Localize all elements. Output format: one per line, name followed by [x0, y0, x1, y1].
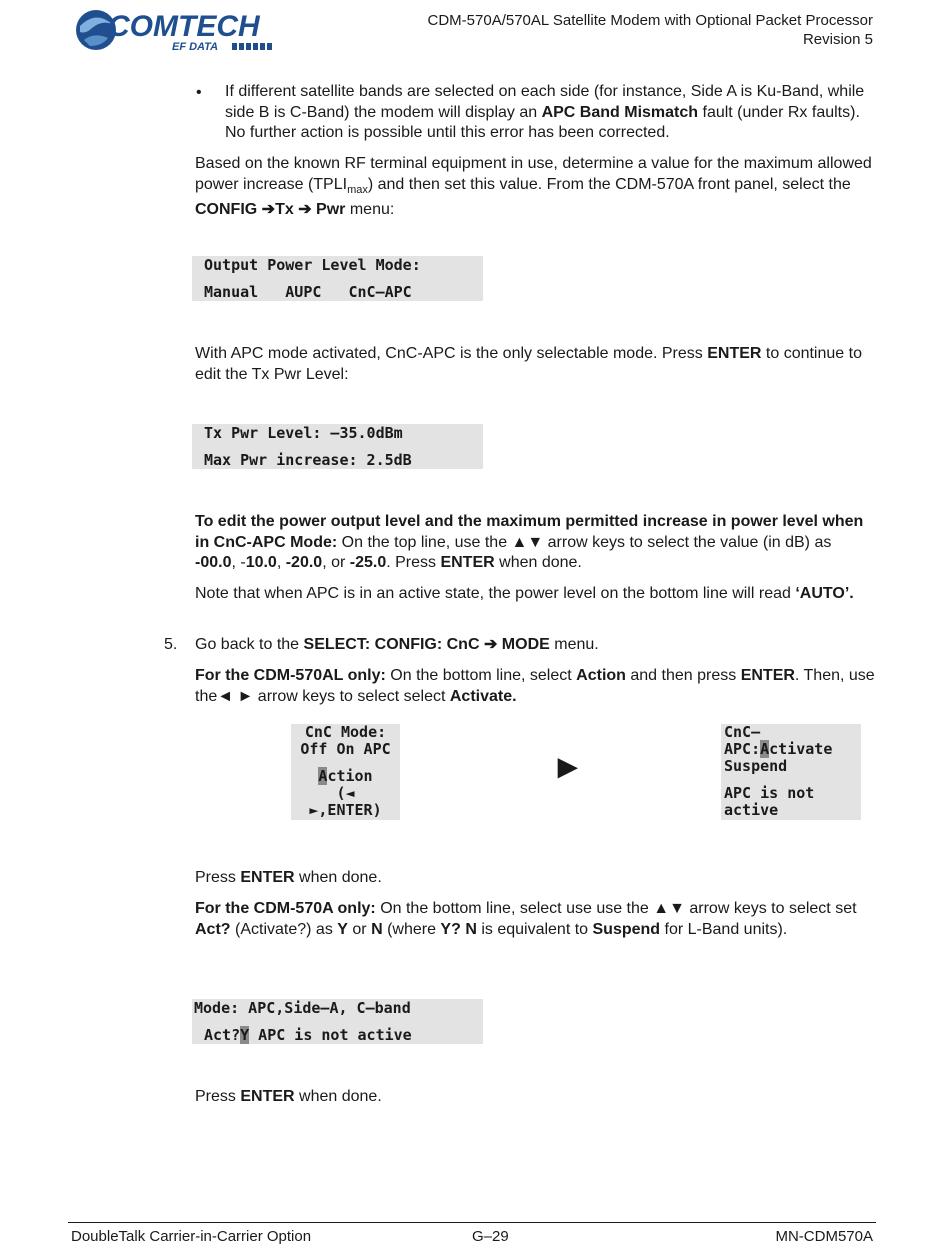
- lcd-line-2: APC:Activate: [724, 740, 833, 758]
- lcd-line-1: Tx Pwr Level: –35.0dBm: [204, 424, 403, 442]
- page-header: [428, 11, 873, 49]
- lcd-line-2: Max Pwr increase: 2.5dB: [204, 451, 412, 469]
- lcd-cnc-mode: [291, 724, 400, 820]
- transition-arrow-icon: ►: [551, 748, 585, 786]
- paragraph-edit-power: To edit the power output level and the maximum permitted increase in power level when in CnC-APC Mode: On the top line, use the ▲▼ arrow keys to select the value (in dB) as -00.0, -10.0, -20.0, or -25.0. Press ENTER when done.: [195, 513, 864, 571]
- lcd-cnc-apc: [721, 724, 861, 820]
- lcd-line-1: CnC–: [724, 723, 761, 741]
- paragraph-570a: For the CDM-570A only: On the bottom line, select use use the ▲▼ arrow keys to select set Act? (Activate?) as Y or N (where Y? N is equivalent to Suspend for L-Band units).: [195, 900, 857, 938]
- lcd-cursor: A: [760, 740, 770, 758]
- footer-left: DoubleTalk Carrier-in-Carrier Option: [71, 1228, 312, 1245]
- lcd-cursor: A: [318, 767, 328, 785]
- lcd-line-1: Output Power Level Mode:: [204, 256, 421, 274]
- bullet-band-mismatch: If different satellite bands are selected on each side (for instance, Side A is Ku-Band, while side B is C-Band) the modem will display an APC Band Mismatch fault (under Rx faults). No further action is possible until this error has been corrected.: [225, 83, 865, 141]
- paragraph-570al: For the CDM-570AL only: On the bottom line, select Action and then press ENTER. Then, use the◄ ► arrow keys to select select Activate.: [195, 667, 875, 705]
- paragraph-press-enter: Press ENTER when done.: [195, 1088, 382, 1105]
- arrow-icon: ➔: [483, 636, 498, 653]
- svg-text:COMTECH: COMTECH: [108, 10, 260, 43]
- lcd-line-4: APC is not: [724, 784, 815, 802]
- lcd-line-2: Act?Y APC is not active: [204, 1026, 412, 1044]
- lcd-line-5: active: [724, 801, 779, 819]
- lcd-line-1: CnC Mode:: [304, 723, 387, 741]
- svg-text:EF DATA: EF DATA: [172, 41, 219, 53]
- lcd-activate: [192, 999, 483, 1044]
- lcd-tx-power-level: [192, 424, 483, 469]
- footer-divider: [68, 1222, 876, 1223]
- paragraph-press-enter: Press ENTER when done.: [195, 869, 382, 886]
- lcd-line-3: Suspend: [724, 757, 788, 775]
- step-5-text: Go back to the SELECT: CONFIG: CnC ➔ MODE menu.: [195, 636, 599, 653]
- lcd-output-power-mode: [192, 256, 483, 301]
- paragraph-auto-note: Note that when APC is in an active state, the power level on the bottom line will read ‘AUTO’.: [195, 585, 854, 602]
- arrow-icon: ➔: [261, 201, 276, 219]
- paragraph-rf-terminal: Based on the known RF terminal equipment in use, determine a value for the maximum allowed power increase $(TPLI_{max})$ and then set this value. From the CDM-570A front panel, select the CONFIG ➔Tx ➔ Pwr menu:: [195, 155, 872, 219]
- paragraph-apc-mode: With APC mode activated, CnC-APC is the only selectable mode. Press ENTER to continue to edit the Tx Pwr Level:: [195, 345, 862, 383]
- document-title: CDM-570A/570AL Satellite Modem with Optional Packet Processor: [427, 12, 873, 29]
- lcd-line-3: Action: [318, 767, 373, 785]
- company-logo: [72, 6, 292, 54]
- lcd-line-2: Manual AUPC CnC–APC: [204, 283, 412, 301]
- arrow-icon: ➔: [298, 201, 312, 219]
- lcd-line-2: Off On APC: [300, 740, 391, 758]
- lcd-cursor: Y: [240, 1026, 250, 1044]
- step-number: 5.: [164, 636, 178, 653]
- page-number: G–29: [472, 1228, 509, 1245]
- lcd-line-5: ►,ENTER): [309, 801, 382, 819]
- lcd-line-1: Mode: APC,Side–A, C–band: [194, 999, 411, 1017]
- document-revision: Revision 5: [802, 31, 873, 48]
- bullet-symbol: •: [196, 84, 202, 101]
- footer-right: MN-CDM570A: [775, 1228, 873, 1245]
- lcd-line-4: (◄: [336, 784, 355, 802]
